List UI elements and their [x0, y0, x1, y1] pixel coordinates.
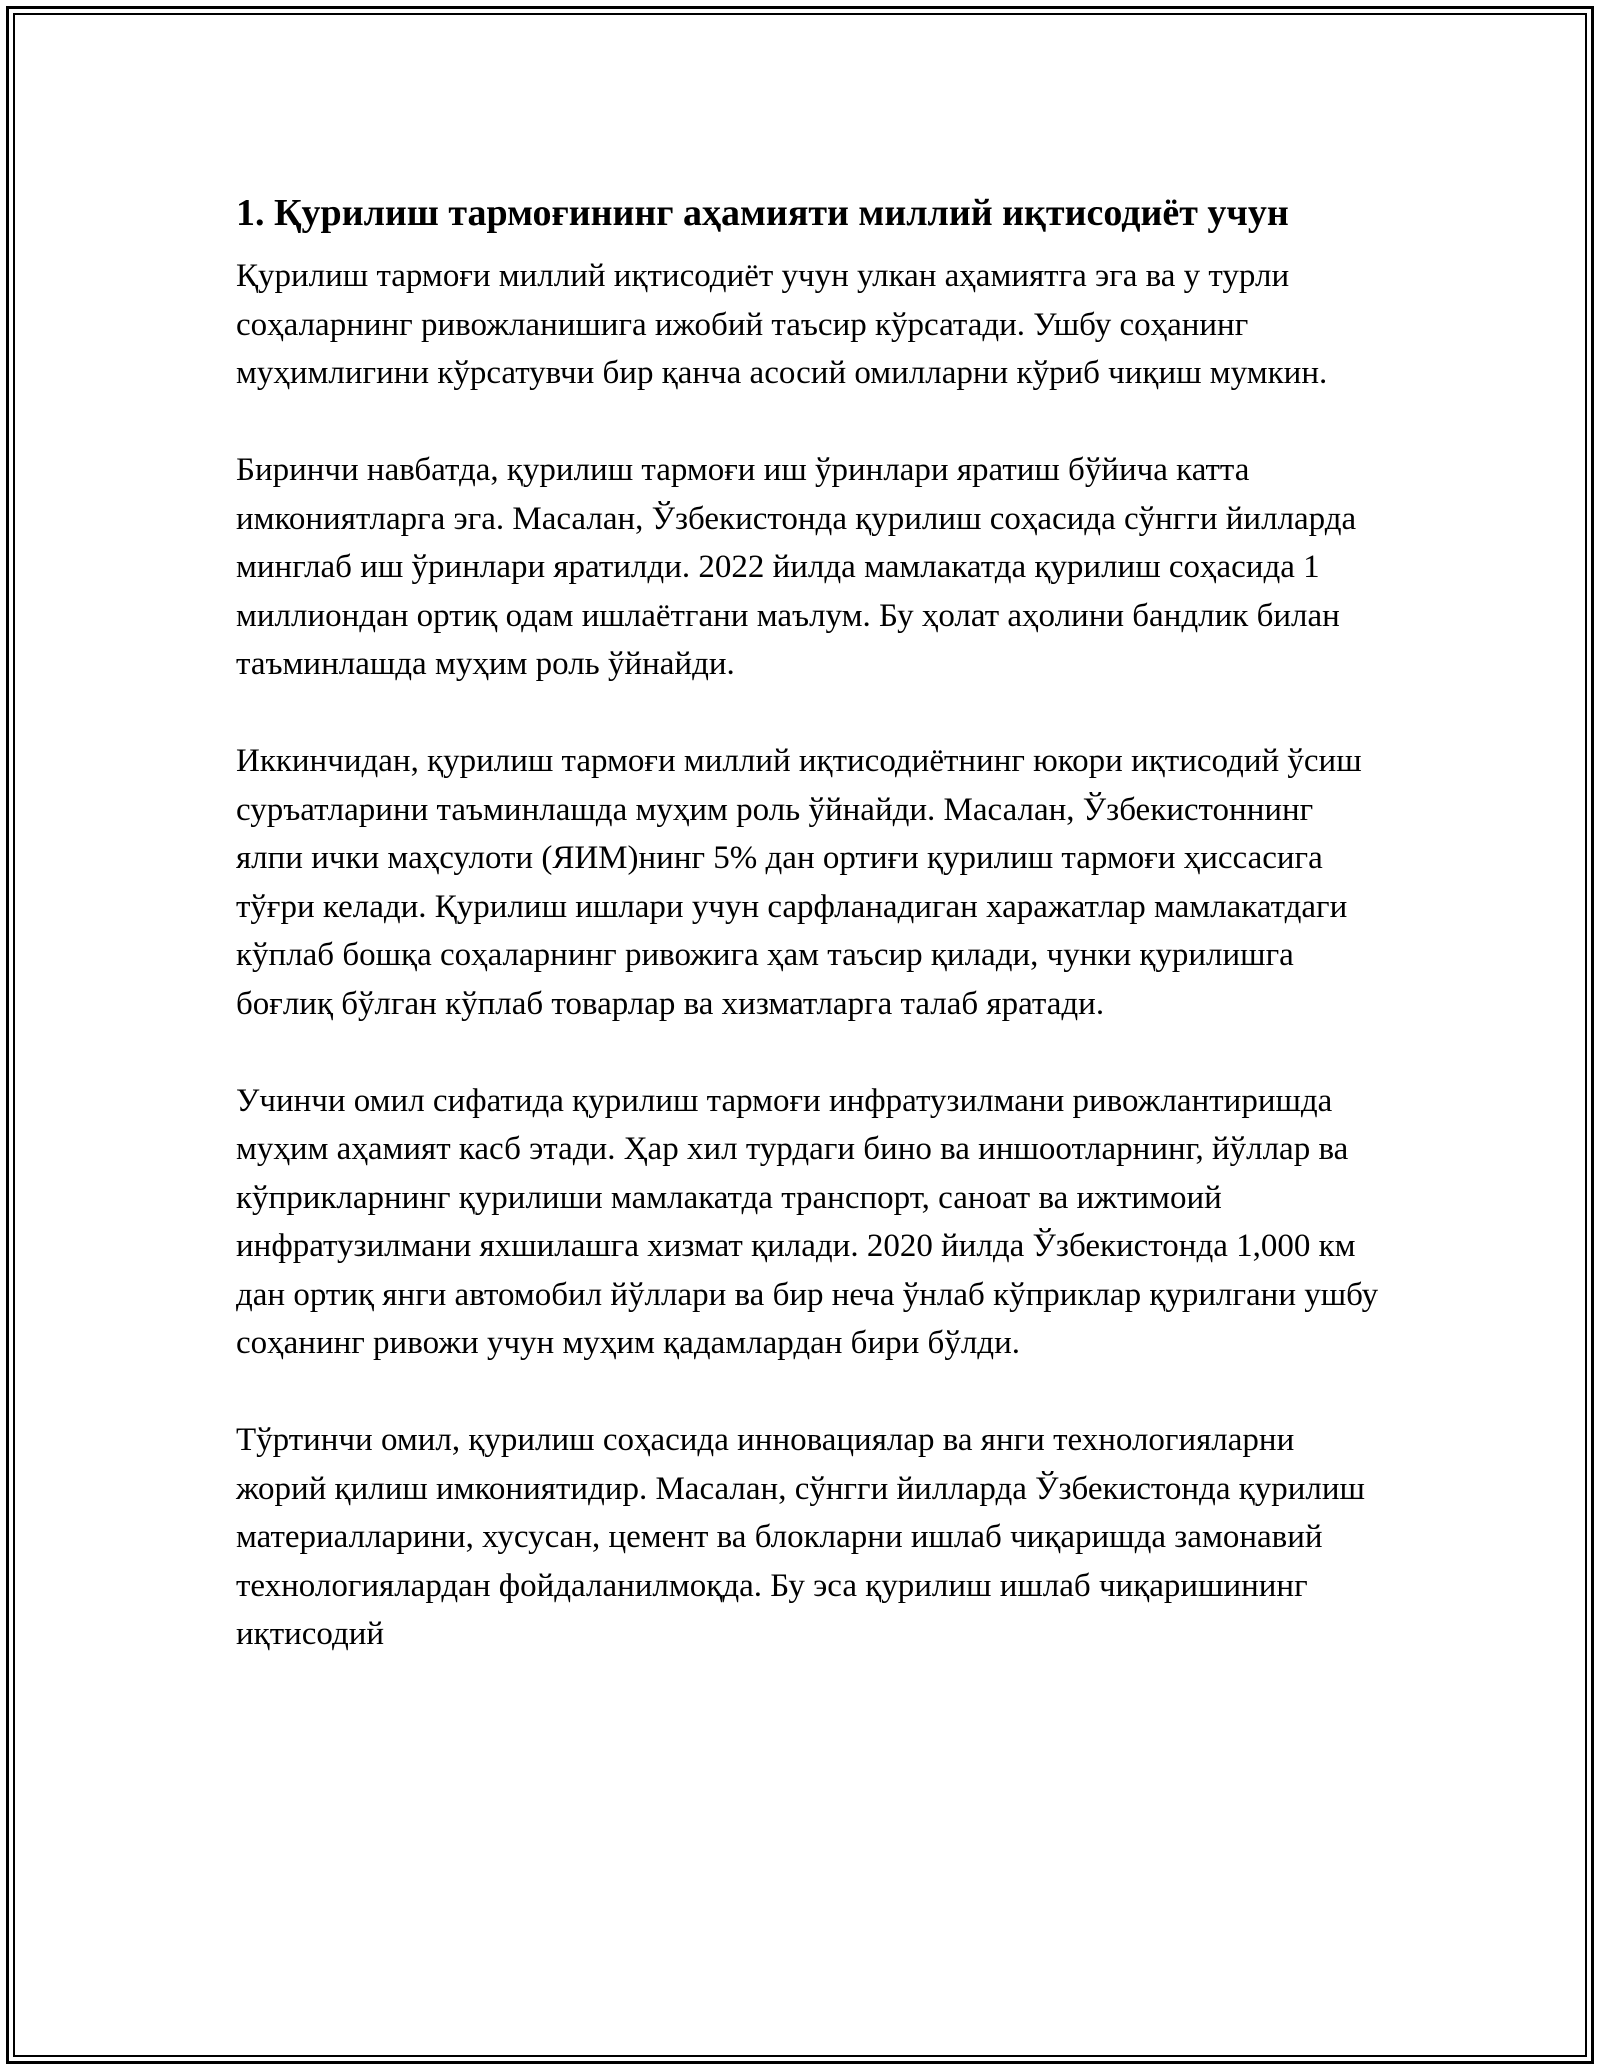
paragraph-second-factor: Иккинчидан, қурилиш тармоғи миллий иқтисодиётнинг юкори иқтисодий ўсиш суръатларини таъминлашда муҳим роль ўйнайди. Масалан, Ўзбекистоннинг ялпи ички маҳсулоти (ЯИМ)нинг 5% дан ортиғи қурилиш тармоғи ҳиссасига тўғри келади. Қурилиш ишлари учун сарфланадиган харажатлар мамлакатдаги кўплаб бошқа соҳаларнинг ривожига ҳам таъсир қилади, чунки қурилишга боғлиқ бўлган кўплаб товарлар ва хизматларга талаб яратади.	[236, 743, 1362, 1022]
paragraph-first-factor: Биринчи навбатда, қурилиш тармоғи иш ўринлари яратиш бўйича катта имкониятларга эга. Масалан, Ўзбекистонда қурилиш соҳасида сўнгги йилларда минглаб иш ўринлари яратилди. 2022 йилда мамлакатда қурилиш соҳасида 1 миллиондан ортиқ одам ишлаётгани маълум. Бу ҳолат аҳолини бандлик билан таъминлашда муҳим роль ўйнайди.	[236, 452, 1357, 682]
paragraph-third-factor: Учинчи омил сифатида қурилиш тармоғи инфратузилмани ривожлантиришда муҳим аҳамият касб этади. Ҳар хил турдаги бино ва иншоотларнинг, йўллар ва кўприкларнинг қурилиши мамлакатда транспорт, саноат ва ижтимоий инфратузилмани яхшилашга хизмат қилади. 2020 йилда Ўзбекистонда 1,000 км дан ортиқ янги автомобил йўллари ва бир неча ўнлаб кўприклар қурилгани ушбу соҳанинг ривожи учун муҳим қадамлардан бири бўлди.	[236, 1082, 1379, 1361]
document-page	[236, 188, 1386, 1659]
section-heading: 1. Қурилиш тармоғининг аҳамияти миллий иқтисодиёт учун	[236, 192, 1289, 234]
paragraph-fourth-factor: Тўртинчи омил, қурилиш соҳасида инновациялар ва янги технологияларни жорий қилиш имкониятидир. Масалан, сўнгги йилларда Ўзбекистонда қурилиш материалларини, хусусан, цемент ва блокларни ишлаб чиқаришда замонавий технологиялардан фойдаланилмоқда. Бу эса қурилиш ишлаб чиқаришининг иқтисодий	[236, 1422, 1365, 1652]
paragraph-intro: Қурилиш тармоғи миллий иқтисодиёт учун улкан аҳамиятга эга ва у турли соҳаларнинг ривожланишига ижобий таъсир кўрсатади. Ушбу соҳанинг муҳимлигини кўрсатувчи бир қанча асосий омилларни кўриб чиқиш мумкин.	[236, 258, 1328, 391]
